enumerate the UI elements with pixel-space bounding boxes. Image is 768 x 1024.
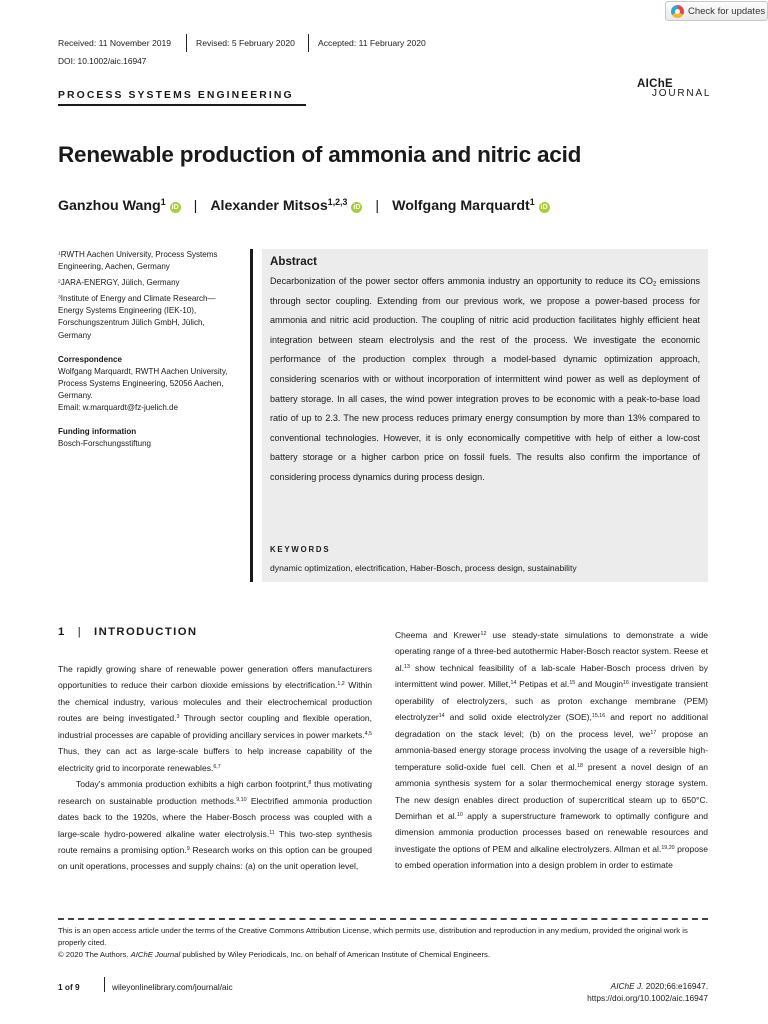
reference-superscript[interactable]: 15 [569,680,576,687]
doi: DOI: 10.1002/aic.16947 [58,56,147,66]
reference-superscript[interactable]: 12 [480,631,487,638]
reference-superscript[interactable]: 10 [456,812,463,819]
keywords-heading: KEYWORDS [270,545,331,554]
page-number: 1 of 9 [58,982,80,992]
reference-superscript[interactable]: 3 [176,714,180,721]
author-list [58,198,550,214]
affiliation-panel [58,249,238,454]
doi-link[interactable]: https://doi.org/10.1002/aic.16947 [587,993,708,1003]
affiliation: $^2$JARA-ENERGY, Jülich, Germany [58,278,180,288]
orcid-icon[interactable]: iD [353,204,361,211]
reference-superscript[interactable]: 6,7 [213,763,221,770]
reference-superscript[interactable]: 18 [577,762,583,769]
journal-site-link[interactable]: wileyonlinelibrary.com/journal/aic [112,982,233,992]
author[interactable]: Alexander Mitsos$^{1,2,3}$ [210,197,348,214]
license-text: This is an open access article under the terms of the Creative Commons Attribution License, which permits use, distribution and reproduction in any medium, provided the original work is properly cited. [58,926,688,948]
reference-superscript[interactable]: 4,5 [364,730,372,737]
correspondence-email[interactable]: Email: w.marquardt@fz-juelich.de [58,403,178,413]
section-heading: 1 | INTRODUCTION [58,626,198,638]
crossmark-icon [671,5,684,18]
orcid-icon[interactable]: iD [540,204,548,211]
author[interactable]: Wolfgang Marquardt$^1$ [392,197,535,214]
reference-superscript[interactable]: 1,2 [337,681,345,688]
reference-superscript[interactable]: 9 [186,846,190,853]
reference-superscript[interactable]: 14 [438,713,445,720]
copyright-text: © 2020 The Authors. AIChE Journal published by Wiley Periodicals, Inc. on behalf of American Institute of Chemical Engineers. [58,950,490,960]
reference-superscript[interactable]: 19,20 [661,844,675,851]
abstract-heading: Abstract [270,255,318,268]
reference-superscript[interactable]: 15,16 [591,713,606,720]
revised-date: Revised: 5 February 2020 [196,38,295,48]
received-date: Received: 11 November 2019 [58,38,172,48]
dashed-divider [58,918,708,920]
funding-heading: Funding information [58,427,137,437]
body-column-left [58,661,372,875]
check-for-updates-label: Check for updates [688,5,766,17]
license-notice [58,925,708,962]
body-paragraph: The rapidly growing share of renewable power generation offers manufacturers opportunities to reduce their carbon dioxide emissions by electrification.$^{1,2}$ Within the chemical industry, various molecules and their electrochemical production routes are being investigated.$^3$ Through sector coupling and flexible operation, industrial processes are capable of providing ancillary services in power markets.$^{4,5}$ Thus, they can act as large-scale buffers to help increase capability of the electricity grid to incorporate renewables.$^{6,7}$ [58,664,373,773]
reference-superscript[interactable]: 9,10 [236,796,247,803]
reference-superscript[interactable]: 14 [510,680,517,687]
accepted-date: Accepted: 11 February 2020 [318,38,426,48]
affiliation: $^3$Institute of Energy and Climate Research—Energy Systems Engineering (IEK-10), Forschungszentrum Jülich GmbH, Jülich, Germany [58,294,216,340]
reference-superscript[interactable]: 17 [650,729,657,736]
author-separator: | [193,198,198,214]
check-for-updates-button[interactable] [665,1,768,21]
author[interactable]: Ganzhou Wang$^1$ [58,197,166,214]
orcid-icon[interactable]: iD [171,204,179,211]
citation: AIChE J. 2020;66:e16947. [610,981,708,991]
reference-superscript[interactable]: 8 [308,780,312,787]
reference-superscript[interactable]: 16 [622,680,629,687]
affiliation: $^1$RWTH Aachen University, Process Systems Engineering, Aachen, Germany [58,250,218,272]
body-column-right [395,627,708,874]
correspondence-heading: Correspondence [58,354,122,364]
funding-text: Bosch-Forschungsstiftung [58,439,152,449]
reference-superscript[interactable]: 13 [404,664,410,670]
body-paragraph: Cheema and Krewer$^{12}$ use steady-state simulations to demonstrate a wide operating range of a three-bed autothermic Haber-Bosch reactor system. Reese et al.$^{13}$ show technical feasibility of a lab-scale Haber-Bosch process driven by intermittent wind power. Millet,$^{14}$ Petipas et al.$^{15}$ and Mougin$^{16}$ investigate transient operability of electrolyzers, such as proton exchange membrane (PEM) electrolyzer$^{14}$ and solid oxide electrolyzer (SOE),$^{15,16}$ and report no additional degradation on the stack level; (b) on the process level, $we^{17}$ propose an ammonia-based energy storage process involving the usage of a reversible high-temperature solid-oxide fuel cell. Chen et al.$^{18}$ present a novel design of an ammonia synthesis system for a solar thermochemical energy storage system. The new design enables direct production of supercritical steam up to 650°C. Demirhan et al.$^{10}$ apply a superstructure framework to optimally configure and dimension ammonia production processes based on renewable resources and investigate the options of PEM and alkaline electrolyzers. Allman et al.$^{19,20}$ propose to embed operation information into a design problem in order to estimate [395,630,709,871]
abstract-text: Decarbonization of the power sector offers ammonia industry an opportunity to reduce its $CO_2$ emissions through sector coupling. Extending from our previous work, we propose a power-based process for ammonia and nitric acid production. The coupling of nitric acid production facilitates highly efficient heat integration between steam electrolysis and the rest of the process. We investigate the economic performance of the production complex through a model-based dynamic optimization approach, considering scenarios with or without incorporation of intermittent wind power as well as deployment of battery storage. In all cases, the wind power integration proves to be economic with a peak-to-base load ratio of up to 2.3. The new process reduces primary energy consumption by more than 13% compared to conventional technologies. However, it is only economically competitive with help of either a low-cost battery storage or a higher carbon price on fossil fuels. The results also confirm the importance of considering process dynamics during process design. [270,276,701,482]
section-label: PROCESS SYSTEMS ENGINEERING [58,90,294,101]
meta-divider [308,34,309,52]
correspondence-text: Wolfgang Marquardt, RWTH Aachen University, Process Systems Engineering, 52056 Aachen, Germany. [58,366,228,400]
meta-divider [186,34,187,52]
reference-superscript[interactable]: 11 [269,829,275,836]
body-paragraph: Today's ammonia production exhibits a high carbon footprint,$^8$ thus motivating research on sustainable production methods.$^{9,10}$ Electrified ammonia production dates back to the 1920s, where the Haber-Bosch process was coupled with a large-scale hydro-powered alkaline water electrolysis.$^{11}$ This two-step synthesis route remains a promising option.$^9$ Research works on this option can be grouped on unit operations, processes and supply chains: (a) on the unit operation level, [58,779,373,872]
abstract-bar [250,249,253,582]
author-separator: | [375,198,380,214]
footer-divider [104,977,105,992]
article-title: Renewable production of ammonia and nitric acid [58,142,582,167]
journal-logo-aiche: AIChE [637,78,673,90]
section-rule [58,104,306,106]
journal-logo-journal: JOURNAL [652,88,712,99]
keywords-text: dynamic optimization, electrification, Haber-Bosch, process design, sustainability [270,563,577,573]
